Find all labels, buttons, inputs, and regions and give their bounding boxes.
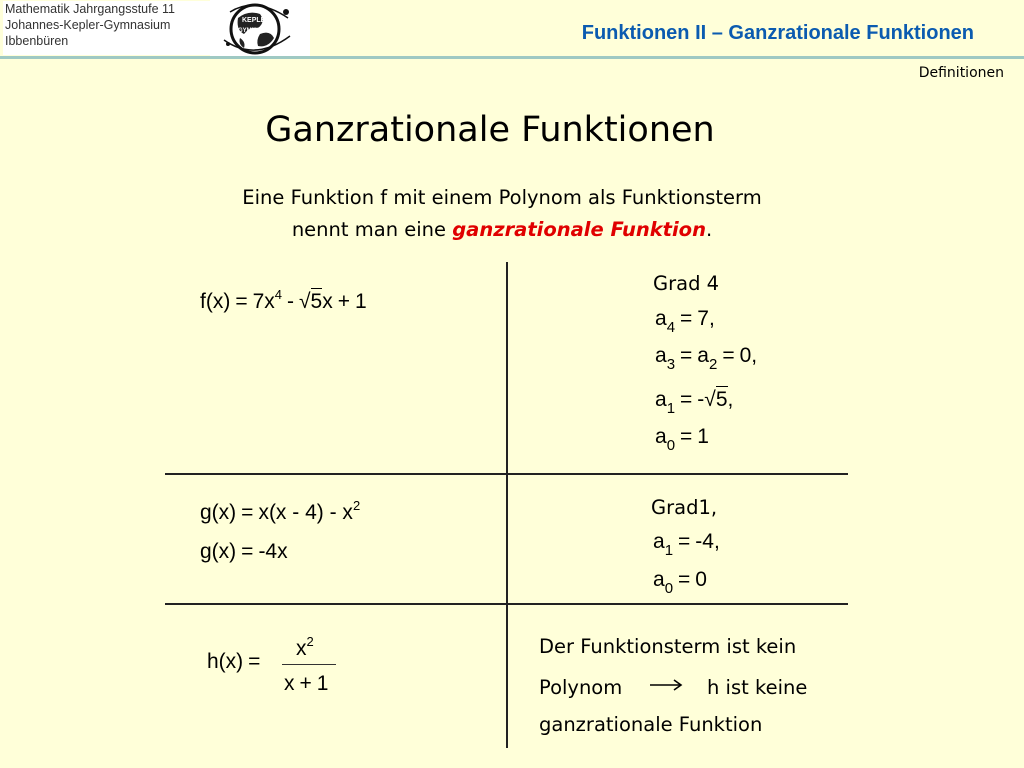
intro-line-2: [0, 214, 1004, 246]
eq-g-lhs: g(x): [200, 501, 237, 524]
coef-equals: =: [680, 388, 693, 411]
eq-f-plus: +: [337, 290, 350, 313]
coef-a0: [655, 425, 709, 454]
slide-title: Funktionen II – Ganzrationale Funktionen: [581, 22, 974, 44]
main-title: Ganzrationale Funktionen: [265, 110, 715, 150]
eq-h-equals: =: [248, 650, 261, 673]
coef-symbol: a: [653, 530, 665, 553]
eq-g-rhs: x(x - 4) - x: [258, 501, 353, 524]
coef-value: 0,: [739, 344, 758, 367]
coef-minus: -: [697, 388, 705, 411]
globe-logo-icon: [210, 0, 310, 56]
school-label: [3, 1, 210, 55]
eq-f-lhs: f(x): [200, 290, 231, 313]
note-conclusion: h ist keine: [707, 676, 808, 699]
coef-g-a0: [653, 568, 707, 597]
eq-f-exponent: 4: [274, 287, 283, 302]
coef-a4: [655, 307, 715, 336]
right-arrow-icon: [648, 678, 684, 692]
eq-g-exponent: 2: [352, 498, 361, 513]
coef-index-2: 2: [708, 356, 718, 373]
eq-f-term1: 7x: [252, 290, 275, 313]
fraction-bar: [282, 664, 336, 665]
eq-f-term2: x: [322, 290, 333, 313]
coef-equals: =: [680, 425, 693, 448]
eq-f-radicand: 5: [310, 290, 323, 313]
coef-index: 4: [666, 319, 676, 336]
intro-pre: nennt man eine: [291, 218, 453, 241]
coef-value: -4,: [695, 530, 720, 553]
coef-symbol: a: [655, 388, 667, 411]
coef-a3-a2: [655, 344, 757, 373]
school-line-2: Johannes-Kepler-Gymnasium: [5, 18, 171, 32]
eq-h-den-x: x: [284, 672, 295, 695]
coef-symbol: a: [653, 568, 665, 591]
eq-g-rhs: -4x: [258, 540, 288, 563]
note-line-3: ganzrationale Funktion: [539, 713, 763, 736]
coef-g-a1: [653, 530, 720, 559]
coef-value: 0: [695, 568, 707, 591]
coef-radicand: 5: [715, 388, 728, 411]
coef-symbol: a: [655, 307, 667, 330]
table-vertical-divider: [506, 262, 508, 748]
eq-h-den-1: 1: [316, 672, 329, 695]
school-logo: [210, 0, 310, 56]
eq-f-minus: -: [287, 290, 295, 313]
logo-bottom-text: GYMNASIUM: [238, 28, 276, 34]
eq-h-lhs: h(x): [207, 650, 244, 673]
logo-top-text: KEPLER: [242, 17, 271, 24]
table-divider-2: [165, 603, 848, 605]
coef-equals: =: [680, 344, 693, 367]
degree-f: Grad 4: [653, 272, 720, 295]
coef-equals: =: [678, 530, 691, 553]
eq-g-equals: =: [241, 540, 254, 563]
school-line-3: Ibbenbüren: [5, 34, 69, 48]
coef-symbol: a: [655, 425, 667, 448]
eq-h-num-exponent: 2: [306, 634, 314, 649]
coef-equals: =: [680, 307, 693, 330]
coef-index: 3: [666, 356, 676, 373]
section-label: Definitionen: [918, 65, 1004, 81]
coef-value: 1: [697, 425, 709, 448]
header-divider: [0, 56, 1024, 59]
note-polynom: Polynom: [539, 676, 623, 699]
equation-g-1: [200, 498, 360, 525]
coef-value: 7,: [697, 307, 715, 330]
coef-symbol: a: [655, 344, 667, 367]
equation-f: [200, 287, 367, 314]
equation-g-2: [200, 540, 288, 564]
table-divider-1: [165, 473, 848, 475]
coef-value: ,: [727, 388, 734, 411]
equation-h-lhs: [207, 650, 265, 674]
coef-a1: [655, 388, 733, 417]
coef-equals: =: [678, 568, 691, 591]
fraction-denominator: [284, 672, 328, 696]
eq-f-term3: 1: [355, 290, 367, 313]
fraction-numerator: [296, 634, 314, 661]
school-line-1: Mathematik Jahrgangsstufe 11: [5, 2, 176, 16]
header: [0, 0, 1024, 57]
eq-h-num: x: [296, 637, 307, 660]
coef-index: 1: [664, 542, 674, 559]
sqrt-icon: √5: [299, 290, 323, 313]
coef-index: 0: [666, 437, 676, 454]
eq-h-den-plus: +: [299, 672, 312, 695]
note-line-1: Der Funktionsterm ist kein: [539, 635, 797, 658]
intro-text: [0, 182, 1004, 246]
degree-g: Grad1,: [651, 496, 718, 519]
highlight-term: ganzrationale Funktion: [452, 218, 706, 241]
eq-g-lhs: g(x): [200, 540, 237, 563]
coef-equals-2: =: [722, 344, 735, 367]
coef-index: 0: [664, 580, 674, 597]
coef-symbol-2: a: [697, 344, 709, 367]
eq-g-equals: =: [241, 501, 254, 524]
coef-index: 1: [666, 400, 676, 417]
intro-line-1: Eine Funktion f mit einem Polynom als Funktionsterm: [242, 186, 762, 209]
sqrt-icon: √5: [704, 388, 728, 411]
intro-post: .: [705, 218, 713, 241]
eq-f-equals: =: [235, 290, 248, 313]
